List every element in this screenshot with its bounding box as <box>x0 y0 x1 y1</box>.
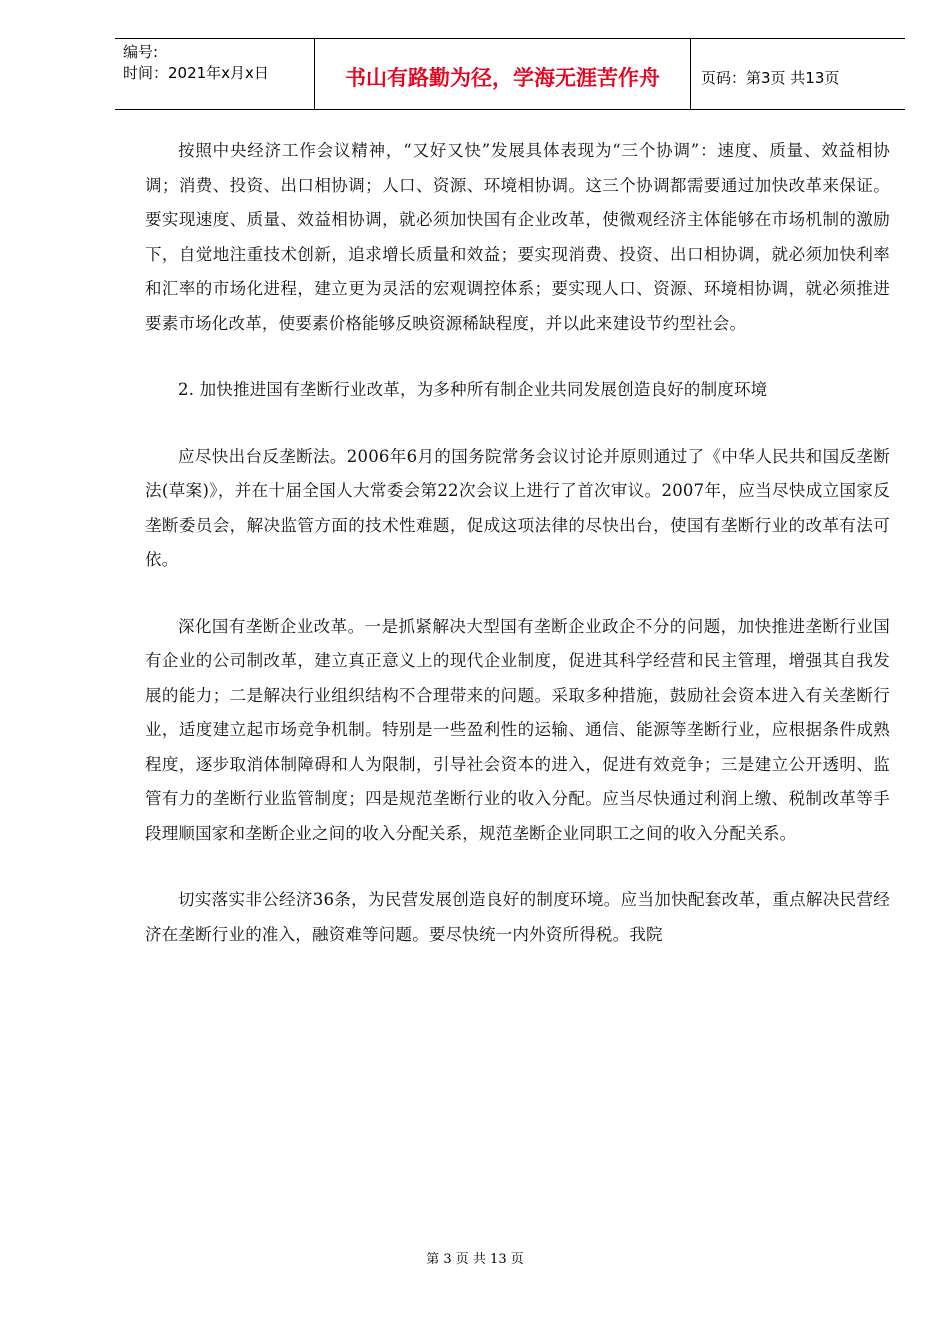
section-heading: 2. 加快推进国有垄断行业改革，为多种所有制企业共同发展创造良好的制度环境 <box>178 380 768 399</box>
header-meta <box>115 39 315 109</box>
number-label: 编号: <box>123 43 159 61</box>
paragraph-3: 深化国有垄断企业改革。一是抓紧解决大型国有垄断企业政企不分的问题，加快推进垄断行业国有企业的公司制改革，建立真正意义上的现代企业制度，促进其科学经营和民主管理，增强其自我发展的能力；二是解决行业组织结构不合理带来的问题。采取多种措施，鼓励社会资本进入有关垄断行业，适度建立起市场竞争机制。特别是一些盈利性的运输、通信、能源等垄断行业，应根据条件成熟程度，逐步取消体制障碍和人为限制，引导社会资本的进入，促进有效竞争；三是建立公开透明、监管有力的垄断行业监管制度；四是规范垄断行业的收入分配。应当尽快通过利润上缴、税制改革等手段理顺国家和垄断企业之间的收入分配关系，规范垄断企业同职工之间的收入分配关系。 <box>145 616 890 843</box>
time-label: 时间：2021年x月x日 <box>123 64 269 82</box>
header-page-number: 页码：第3页 共13页 <box>701 68 840 87</box>
page-footer: 第 3 页 共 13 页 <box>426 1252 524 1267</box>
paragraph-2: 应尽快出台反垄断法。2006年6月的国务院常务会议讨论并原则通过了《中华人民共和国反垄断法(草案)》，并在十届全国人大常委会第22次会议上进行了首次审议。2007年，应当尽快成立国家反垄断委员会，解决监管方面的技术性难题，促成这项法律的尽快出台，使国有垄断行业的改革有法可依。 <box>145 446 890 569</box>
paragraph-1: 按照中央经济工作会议精神，“又好又快”发展具体表现为“三个协调”：速度、质量、效益相协调；消费、投资、出口相协调；人口、资源、环境相协调。这三个协调都需要通过加快改革来保证。要实现速度、质量、效益相协调，就必须加快国有企业改革，使微观经济主体能够在市场机制的激励下，自觉地注重技术创新，追求增长质量和效益；要实现消费、投资、出口相协调，就必须加快利率和汇率的市场化进程，建立更为灵活的宏观调控体系；要实现人口、资源、环境相协调，就必须推进要素市场化改革，使要素价格能够反映资源稀缺程度，并以此来建设节约型社会。 <box>145 141 890 333</box>
document-body <box>145 134 890 952</box>
page-header <box>115 38 905 110</box>
paragraph-4: 切实落实非公经济36条，为民营发展创造良好的制度环境。应当加快配套改革，重点解决民营经济在垄断行业的准入，融资难等问题。要尽快统一内外资所得税。我院 <box>145 890 890 944</box>
header-motto: 书山有路勤为径，学海无涯苦作舟 <box>315 39 691 109</box>
